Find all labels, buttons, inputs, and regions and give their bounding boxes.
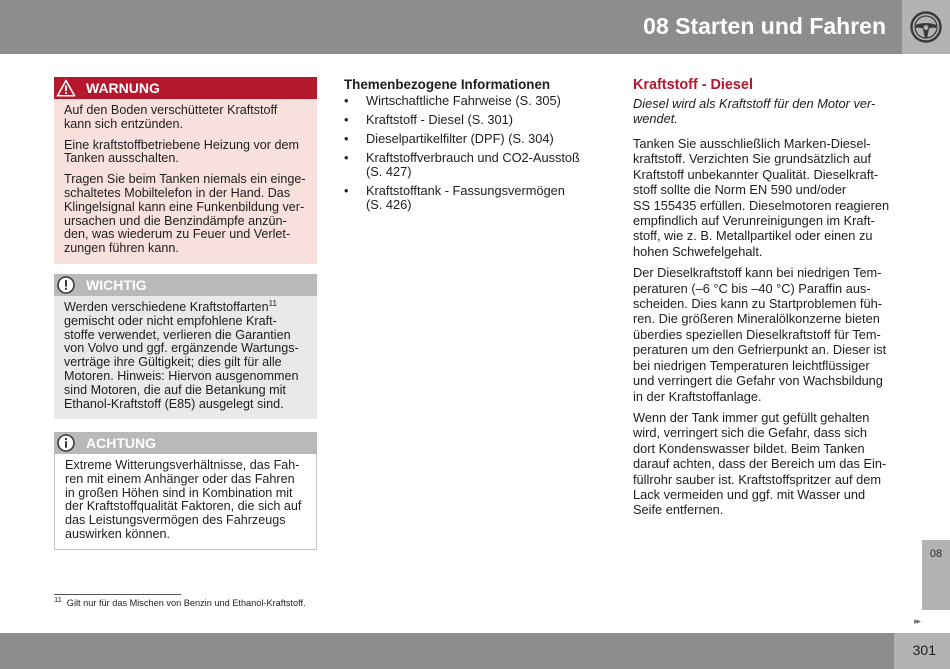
important-header xyxy=(54,274,317,296)
section-title: Kraftstoff - Diesel xyxy=(633,77,753,93)
footnote-text: Gilt nur für das Mischen von Benzin und Ethanol-Kraftstoff. xyxy=(66,598,306,608)
header-icon-tile xyxy=(902,0,950,54)
list-item[interactable] xyxy=(344,113,599,127)
bullet: • xyxy=(344,112,349,127)
related-link[interactable]: Kraftstoffverbrauch und CO2-Ausstoß (S. 427) xyxy=(366,150,580,179)
bullet: • xyxy=(344,131,349,146)
caution-header xyxy=(54,432,317,454)
bullet: • xyxy=(344,183,349,198)
important-box xyxy=(54,274,317,419)
diesel-section xyxy=(633,77,893,524)
body-paragraph: Wenn der Tank immer gut gefüllt gehalten wird, verringert sich die Gefahr, dass sich dort Kondenswasser bildet. Beim Tanken darauf achten, dass der Bereich um das Ein- füllrohr sauber ist. Kraftstoffspritzer auf dem Lack vermeiden und ggf. mit Wasser und Seife entfernen. xyxy=(633,409,887,518)
caution-box xyxy=(54,432,317,550)
chapter-tab[interactable] xyxy=(922,540,950,610)
page-number: 301 xyxy=(912,642,936,658)
warning-paragraph: Tragen Sie beim Tanken niemals ein einge- schaltetes Mobiltelefon in der Hand. Das Klingelsignal kann eine Funkenbildung ver- ursachen und die Benzindämpfe anzün- den, was wiederum zu Feuer und Verlet- zungen führen kann. xyxy=(64,172,306,256)
important-body xyxy=(54,296,317,419)
warning-box xyxy=(54,77,317,264)
bullet: • xyxy=(344,150,349,165)
related-link[interactable]: Kraftstoff - Diesel (S. 301) xyxy=(366,112,513,127)
important-label: WICHTIG xyxy=(86,277,147,293)
body-paragraph: Der Dieselkraftstoff kann bei niedrigen Tem- peraturen (–6 °C bis –40 °C) Paraffin aus- scheiden. Dies kann zu Startproblemen füh- ren. Die größeren Mineralölkonzerne bieten überdies speziellen Dieselkraftstoff für Tem- peraturen um den Gefrierpunkt an. Dieser ist bei niedrigen Temperaturen leichtflüssiger und verringert die Gefahr von Wachsbildung in der Kraftstoffanlage. xyxy=(633,265,887,404)
list-item[interactable] xyxy=(344,184,599,212)
chapter-title: 08 Starten und Fahren xyxy=(643,13,886,39)
list-item[interactable] xyxy=(344,132,599,146)
important-text-start: Werden verschiedene Kraftstoffarten xyxy=(64,300,269,314)
related-link[interactable]: Wirtschaftliche Fahrweise (S. 305) xyxy=(366,93,561,108)
warning-triangle-icon xyxy=(56,79,76,97)
footnote-reference: 11 xyxy=(268,298,277,308)
bullet: • xyxy=(344,93,349,108)
double-chevron-right-icon[interactable]: ▸▸ xyxy=(914,616,920,626)
warning-label: WARNUNG xyxy=(86,80,160,96)
important-paragraph xyxy=(64,298,308,411)
chapter-tab-label: 08 xyxy=(929,548,943,560)
page-number-tile xyxy=(894,633,950,669)
important-text-rest: gemischt oder nicht empfohlene Kraft- stoffe verwendet, verlieren die Garantien von Volvo und ggf. ergänzende Wartungs- verträge ihre Gültigkeit; dies gilt für alle Motoren. Hinweis: Hiervon ausgenommen sind Motoren, die auf die Betankung mit Ethanol-Kraftstoff (E85) ausgelegt sind. xyxy=(64,313,299,411)
section-lead: Diesel wird als Kraftstoff für den Motor ver- wendet. xyxy=(633,96,876,126)
related-link[interactable]: Kraftstofftank - Fassungsvermögen (S. 426) xyxy=(366,183,565,212)
exclamation-circle-icon xyxy=(56,276,76,294)
steering-wheel-icon xyxy=(909,10,943,44)
footnote xyxy=(54,594,306,609)
page-header xyxy=(0,0,950,54)
related-link[interactable]: Dieselpartikelfilter (DPF) (S. 304) xyxy=(366,131,554,146)
page-footer xyxy=(0,633,950,669)
caution-body xyxy=(55,454,316,549)
list-item[interactable] xyxy=(344,151,599,179)
footnote-number: 11 xyxy=(54,594,62,604)
warning-body xyxy=(54,99,317,264)
footnote-divider xyxy=(54,594,181,595)
related-info-list xyxy=(344,94,599,212)
related-info-section xyxy=(344,77,599,217)
warning-header xyxy=(54,77,317,99)
info-circle-icon xyxy=(56,434,76,452)
caution-label: ACHTUNG xyxy=(86,435,156,451)
related-info-heading: Themenbezogene Informationen xyxy=(344,77,551,92)
body-paragraph: Tanken Sie ausschließlich Marken-Diesel- kraftstoff. Verzichten Sie grundsätzlich auf Kraftstoff unbekannter Qualität. Dieselkraft- stoff sollte die Norm EN 590 und/oder SS 155435 erfüllen. Dieselmotoren reagieren empfindlich auf Verunreinigungen im Kraft- stoff, wie z. B. Metallpartikel oder einen zu hohen Schwefelgehalt. xyxy=(633,136,890,259)
warning-paragraph: Eine kraftstoffbetriebene Heizung vor dem Tanken ausschalten. xyxy=(64,137,299,166)
warning-paragraph: Auf den Boden verschütteter Kraftstoff kann sich entzünden. xyxy=(64,103,278,131)
list-item[interactable] xyxy=(344,94,599,108)
caution-paragraph: Extreme Witterungsverhältnisse, das Fah- ren mit einem Anhänger oder das Fahren in großen Höhen sind in Kombination mit der Kraftstoffqualität Faktoren, die sich auf das Leistungsvermögen des Fahrzeugs auswirken können. xyxy=(65,458,302,541)
